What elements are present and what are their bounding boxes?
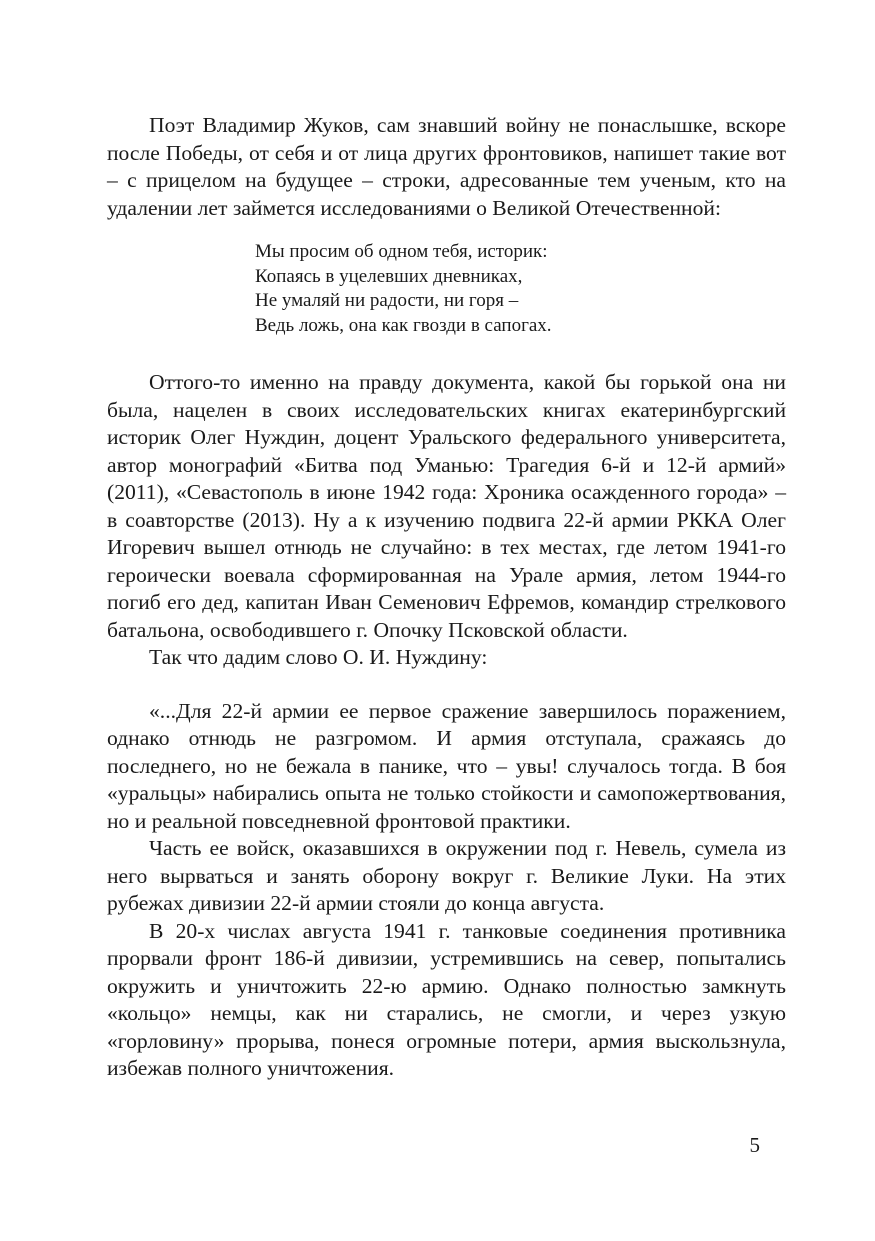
- paragraph-quote-august: В 20-х числах августа 1941 г. танковые соединения противника прорвали фронт 186-й дивизии, устремившись на север, попытались окружить и уничтожить 22-ю армию. Однако полностью замкнуть «кольцо» немцы, как ни старались, не смогли, и через узкую «горловину» прорыва, понеся огромные потери, армия выскользнула, избежав полного уничтожения.: [107, 918, 786, 1081]
- paragraph-quote-start: «...Для 22-й армии ее первое сражение завершилось поражением, однако отнюдь не разгромом. И армия отступала, сражаясь до последнего, но не бежала в панике, что – увы! случалось тогда. В боя «уральцы» набирались опыта не только стойкости и самопожертвования, но и реальной повседневной фронтовой практики.: [107, 698, 786, 833]
- paragraph-intro: Поэт Владимир Жуков, сам знавший войну не понаслышке, вскоре после Победы, от себя и от лица других фронтовиков, напишет такие вот – с прицелом на будущее – строки, адресованные тем ученым, кто на удалении лет займется исследованиями о Великой Отечественной:: [107, 113, 786, 220]
- paragraph-handover: Так что дадим слово О. И. Нуждину:: [149, 645, 488, 670]
- paragraph-quote-nevel: Часть ее войск, оказавшихся в окружении под г. Невель, сумела из него вырваться и занять оборону вокруг г. Великие Луки. На этих рубежах дивизии 22-й армии стояли до конца августа.: [107, 836, 786, 916]
- page-body: [107, 112, 786, 1083]
- paragraph-historian: Оттого-то именно на правду документа, какой бы горькой она ни была, нацелен в своих исследовательских книгах екатеринбургский историк Олег Нуждин, доцент Уральского федерального университета, автор монографий «Битва под Уманью: Трагедия 6-й и 12-й армий» (2011), «Севастополь в июне 1942 года: Хроника осажденного города» – в соавторстве (2013). Ну а к изучению подвига 22-й армии РККА Олег Игоревич вышел отнюдь не случайно: в тех местах, где летом 1941-го героически воевала сформированная на Урале армия, летом 1944-го погиб его дед, капитан Иван Семенович Ефремов, командир стрелкового батальона, освободившего г. Опочку Псковской области.: [107, 370, 786, 642]
- poem-line: Ведь ложь, она как гвозди в сапогах.: [255, 314, 552, 336]
- poem-line: Мы просим об одном тебя, историк:: [255, 241, 548, 262]
- poem-line: Не умаляй ни радости, ни горя –: [255, 290, 519, 312]
- poem-quote: [255, 240, 786, 338]
- page-number: 5: [749, 1133, 760, 1157]
- poem-line: Копаясь в уцелевших дневниках,: [255, 265, 523, 287]
